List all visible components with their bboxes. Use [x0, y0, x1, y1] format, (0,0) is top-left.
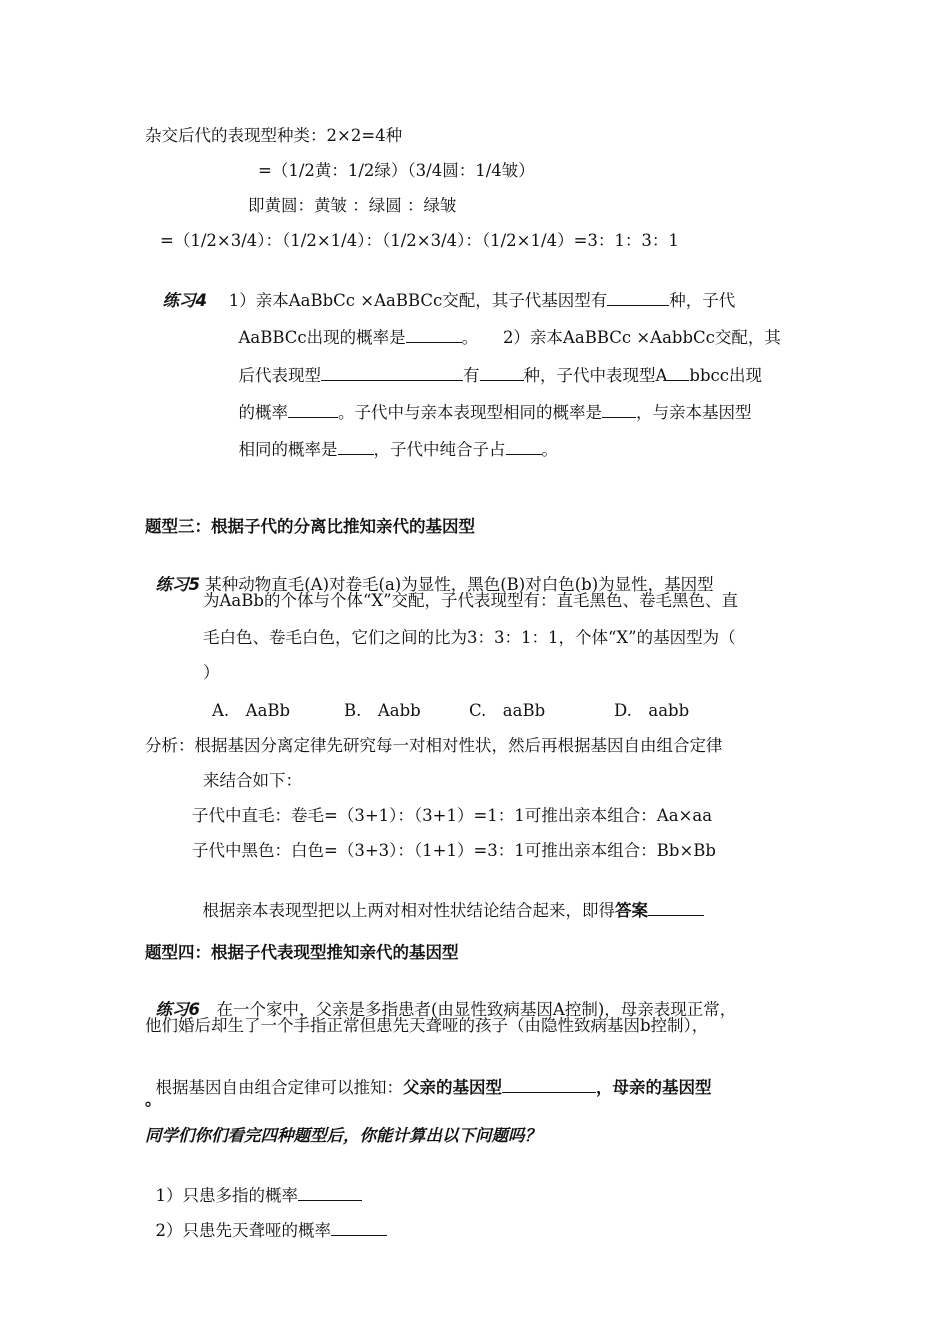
- answer-blank[interactable]: [331, 1217, 387, 1236]
- exercise-5-line-2: 为AaBb的个体与个体“X”交配，子代表现型有：直毛黑色、卷毛黑色、直: [203, 591, 739, 610]
- exercise-5-line-3: 毛白色、卷毛白色，它们之间的比为3：3：1：1，个体“X”的基因型为（: [203, 628, 736, 647]
- line-phenotype-count: 杂交后代的表现型种类：2×2=4种: [145, 126, 403, 145]
- text: ，与亲本基因型: [636, 403, 752, 422]
- line-ratio-result: =（1/2×3/4）：（1/2×1/4）：（1/2×3/4）：（1/2×1/4）=3：1：3：1: [160, 231, 679, 250]
- answer-blank[interactable]: [648, 897, 704, 916]
- text: 的概率: [238, 403, 288, 422]
- text: 1）只患多指的概率: [155, 1186, 298, 1205]
- text: 根据基因自由组合定律可以推知：: [155, 1078, 403, 1097]
- text: 种，子代中表现型A: [523, 366, 668, 385]
- question-2: [145, 1195, 387, 1242]
- text: 根据亲本表现型把以上两对相对性状结论结合起来，即得: [202, 901, 615, 920]
- text: 后代表现型: [238, 366, 321, 385]
- text: 某种动物直毛(A)对卷毛(a)为显性，黑色(B)对白色(b)为显性，基因型: [205, 575, 714, 594]
- analysis-line-4: 子代中黑色：白色=（3+3）：（1+1）=3：1可推出亲本组合：Bb×Bb: [192, 841, 716, 860]
- text: 1）亲本AaBbCc ×AaBBCc交配，其子代基因型有: [228, 291, 608, 310]
- exercise-6-label: 练习6: [155, 1000, 200, 1019]
- exercise-4-line-5: [228, 414, 558, 461]
- text: 相同的概率是: [238, 440, 338, 459]
- exercise-4-label: 练习4: [162, 291, 207, 310]
- exercise-6-line-3: [145, 1052, 712, 1099]
- text: AaBBCc出现的概率是: [238, 328, 406, 347]
- answer-blank[interactable]: [602, 399, 636, 418]
- option-c[interactable]: C. aaBb: [469, 701, 546, 720]
- option-a[interactable]: A. AaBb: [212, 701, 291, 720]
- line-phenotype-list: 即黄圆：黄皱 ：绿圆 ：绿皱: [248, 196, 457, 215]
- answer-label: 答案: [615, 901, 648, 920]
- exercise-5-line-4: ）: [203, 663, 220, 682]
- text: 种，子代: [669, 291, 736, 310]
- mother-genotype-label: ，母亲的基因型: [596, 1078, 712, 1097]
- answer-blank[interactable]: [506, 436, 542, 455]
- option-b[interactable]: B. Aabb: [344, 701, 421, 720]
- analysis-line-5: [192, 875, 704, 922]
- analysis-line-2: 来结合如下：: [203, 771, 302, 790]
- analysis-line-1: 分析：根据基因分离定律先研究每一对相对性状，然后再根据基因自由组合定律: [145, 736, 723, 755]
- question-prompt: 同学们你们看完四种题型后，你能计算出以下问题吗？: [145, 1126, 541, 1145]
- text: 2）只患先天聋哑的概率: [155, 1221, 331, 1240]
- father-genotype-label: 父亲的基因型: [403, 1078, 502, 1097]
- analysis-line-3: 子代中直毛：卷毛=（3+1）：（3+1）=1：1可推出亲本组合：Aa×aa: [192, 806, 713, 825]
- exercise-6-line-2: 他们婚后却生了一个手指正常但患先天聋哑的孩子（由隐性致病基因b控制），: [145, 1016, 709, 1035]
- exercise-5-label: 练习5: [155, 575, 200, 594]
- section-heading-type-4: 题型四：根据子代表现型推知亲代的基因型: [145, 943, 459, 962]
- answer-blank[interactable]: [338, 436, 374, 455]
- father-genotype-blank[interactable]: [502, 1074, 596, 1093]
- text: ，子代中纯合子占: [373, 440, 506, 459]
- text: 。: [541, 440, 558, 459]
- text: 有: [463, 366, 480, 385]
- text: bbcc出现: [689, 366, 763, 385]
- text: 。 2）亲本AaBBCc ×AabbCc交配，其: [461, 328, 781, 347]
- option-d[interactable]: D. aabb: [614, 701, 690, 720]
- text: 在一个家中，父亲是多指患者(由显性致病基因A控制)，母亲表现正常，: [199, 1000, 737, 1019]
- section-heading-type-3: 题型三：根据子代的分离比推知亲代的基因型: [145, 517, 475, 536]
- text: 。子代中与亲本表现型相同的概率是: [338, 403, 602, 422]
- exercise-6-line-4: 。: [145, 1090, 162, 1109]
- line-ratio-expansion: =（1/2黄：1/2绿）（3/4圆：1/4皱）: [258, 161, 535, 180]
